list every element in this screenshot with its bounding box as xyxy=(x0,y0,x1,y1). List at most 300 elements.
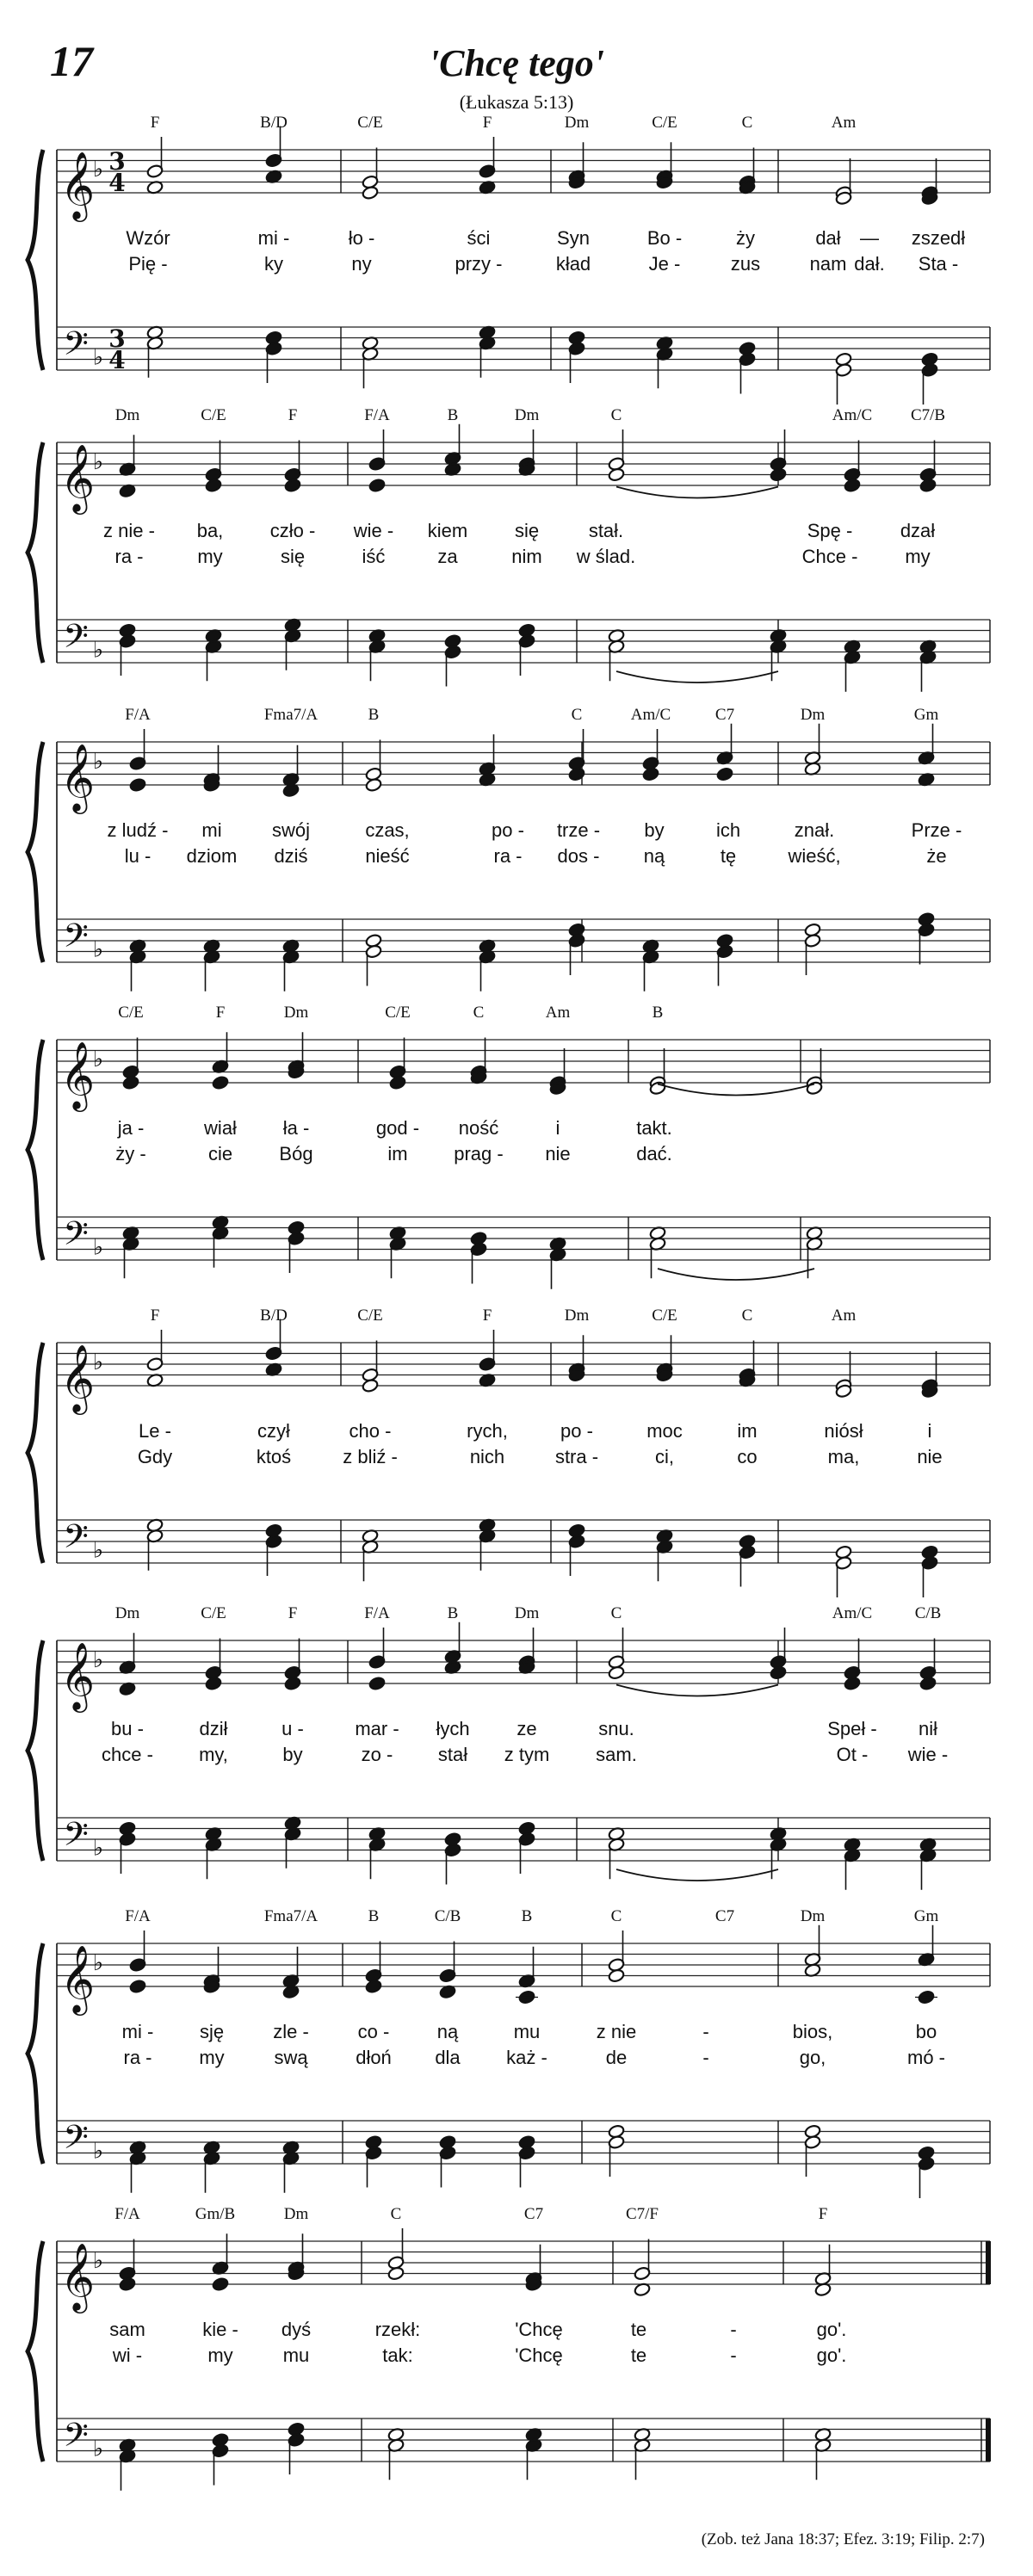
lyric-verse-2: go'. xyxy=(816,2344,847,2366)
chord-symbol: C/E xyxy=(201,1604,226,1622)
lyric-verse-1: z nie - xyxy=(103,520,155,541)
lyric-verse-1: się xyxy=(514,520,540,541)
chord-symbol: Gm xyxy=(913,706,939,724)
key-signature-flat: ♭ xyxy=(92,344,104,371)
lyric-verse-1: z nie xyxy=(596,2021,637,2042)
lyric-verse-1: sję xyxy=(199,2021,225,2042)
lyric-verse-2: Chce - xyxy=(801,546,858,567)
lyric-verse-2: w ślad. xyxy=(576,546,636,567)
lyric-verse-1: ło - xyxy=(348,227,375,249)
chord-symbol: F/A xyxy=(114,2205,140,2223)
lyric-verse-2: ży - xyxy=(115,1143,146,1164)
note-head xyxy=(284,1676,301,1690)
key-signature-flat: ♭ xyxy=(92,1234,104,1261)
lyric-verse-2: wie - xyxy=(907,1744,949,1765)
lyric-verse-2: my, xyxy=(199,1744,228,1765)
lyric-verse-2: z bliź - xyxy=(343,1446,398,1467)
chord-symbol: B xyxy=(368,706,380,724)
lyric-verse-1: ich xyxy=(715,819,741,841)
music-system-1 xyxy=(28,114,990,405)
note-head xyxy=(770,467,787,482)
lyric-verse-2: prag - xyxy=(454,1143,504,1164)
chord-symbol: Dm xyxy=(564,114,590,132)
music-system-2 xyxy=(28,406,990,692)
chord-symbol: Am/C xyxy=(832,1604,873,1622)
note-head xyxy=(365,777,382,792)
lyric-verse-1: kiem xyxy=(427,520,468,541)
key-signature-flat: ♭ xyxy=(92,449,104,475)
lyric-verse-1: ność xyxy=(458,1117,499,1139)
lyric-verse-1: czas, xyxy=(365,819,410,841)
lyric-verse-1: rzekł: xyxy=(374,2319,421,2340)
time-signature-top: 3 xyxy=(108,147,126,176)
chord-symbol: C/E xyxy=(652,114,677,132)
lyric-verse-2: zus xyxy=(730,253,761,275)
note-head xyxy=(770,1665,787,1680)
chord-symbol: Dm xyxy=(283,2205,309,2223)
lyric-verse-1: cho - xyxy=(349,1420,392,1442)
lyric-verse-1: ści xyxy=(467,227,491,249)
note-head xyxy=(568,767,585,781)
note-head xyxy=(389,1075,406,1090)
note-head xyxy=(122,1075,139,1090)
music-system-7 xyxy=(28,1907,990,2198)
chord-symbol: C7/F xyxy=(625,2205,659,2223)
lyric-verse-1: dał xyxy=(815,227,841,249)
chord-symbol: C xyxy=(610,1604,622,1622)
lyric-verse-2: lu - xyxy=(124,845,152,867)
chord-symbol: F xyxy=(482,114,492,132)
chord-symbol: C/E xyxy=(652,1307,677,1325)
lyric-verse-1: Wzór xyxy=(126,227,170,249)
lyric-verse-2: te xyxy=(630,2344,647,2366)
lyric-verse-2: my xyxy=(197,546,223,567)
lyric-verse-1: - xyxy=(730,2319,737,2340)
key-signature-flat: ♭ xyxy=(92,2138,104,2165)
lyric-verse-2: chce - xyxy=(102,1744,153,1765)
chord-symbol: C xyxy=(390,2205,402,2223)
note-head xyxy=(205,1676,222,1690)
chord-symbol: Dm xyxy=(514,406,540,424)
music-system-6 xyxy=(28,1604,990,1890)
lyric-verse-2: ra - xyxy=(493,845,523,867)
lyric-verse-1: go'. xyxy=(816,2319,847,2340)
bass-clef: 𝄢 xyxy=(63,616,89,664)
lyric-verse-1: ja - xyxy=(117,1117,145,1139)
chord-symbol: F/A xyxy=(364,1604,390,1622)
chord-symbol: F xyxy=(482,1307,492,1325)
lyric-verse-1: po - xyxy=(492,819,524,841)
lyric-verse-2: że xyxy=(926,845,947,867)
lyric-verse-2: przy - xyxy=(455,253,503,275)
lyric-verse-1: swój xyxy=(271,819,311,841)
lyric-verse-1: te xyxy=(630,2319,647,2340)
key-signature-flat: ♭ xyxy=(92,936,104,963)
system-brace xyxy=(28,442,43,663)
system-brace xyxy=(28,1343,43,1563)
lyric-verse-1: wiał xyxy=(204,1117,237,1139)
lyric-verse-1: snu. xyxy=(598,1718,634,1739)
lyric-verse-1: bo xyxy=(915,2021,937,2042)
lyric-verse-1: dyś xyxy=(281,2319,312,2340)
lyric-verse-1: u - xyxy=(281,1718,304,1739)
lyric-verse-1: moc xyxy=(646,1420,683,1442)
key-signature-flat: ♭ xyxy=(92,1537,104,1564)
lyric-verse-1: 'Chcę xyxy=(515,2319,563,2340)
chord-symbol: C/E xyxy=(385,1004,411,1022)
music-system-4 xyxy=(28,1004,990,1289)
treble-clef: 𝄞 xyxy=(59,1041,96,1109)
note-head xyxy=(919,478,937,492)
note-head xyxy=(642,767,659,781)
music-system-8 xyxy=(28,2205,991,2491)
bass-clef: 𝄢 xyxy=(63,2117,89,2165)
chord-symbol: Gm xyxy=(913,1907,939,1925)
bass-clef: 𝄢 xyxy=(63,916,89,963)
chord-symbol: Fma7/A xyxy=(263,706,319,724)
lyric-verse-1: i xyxy=(555,1117,560,1139)
lyric-verse-2: ky xyxy=(264,253,283,275)
lyric-verse-2: my xyxy=(199,2047,225,2068)
chord-symbol: F xyxy=(150,1307,160,1325)
lyric-verse-2: Gdy xyxy=(137,1446,173,1467)
lyric-verse-2: wieść, xyxy=(788,845,841,867)
lyric-verse-2: nich xyxy=(469,1446,505,1467)
chord-symbol: C/B xyxy=(434,1907,461,1925)
treble-clef: 𝄞 xyxy=(59,1344,96,1412)
lyric-verse-2: dos - xyxy=(557,845,600,867)
chord-symbol: Dm xyxy=(114,1604,140,1622)
lyric-verse-2: swą xyxy=(274,2047,308,2068)
lyric-verse-1: stał. xyxy=(588,520,624,541)
lyric-verse-2: ci, xyxy=(655,1446,674,1467)
treble-clef: 𝄞 xyxy=(59,444,96,512)
lyric-verse-2: każ - xyxy=(506,2047,547,2068)
chord-symbol: C/E xyxy=(357,1307,383,1325)
note-head xyxy=(608,1968,625,1983)
lyric-verse-1: co - xyxy=(357,2021,390,2042)
lyric-verse-1: im xyxy=(737,1420,758,1442)
lyric-verse-1: ze xyxy=(516,1718,537,1739)
lyric-verse-2: się xyxy=(280,546,306,567)
chord-symbol: C xyxy=(473,1004,485,1022)
bass-clef: 𝄢 xyxy=(63,2415,89,2462)
lyric-verse-2: zo - xyxy=(361,1744,393,1765)
lyric-verse-1: dzał xyxy=(900,520,936,541)
lyric-verse-1: Speł - xyxy=(827,1718,877,1739)
key-signature-flat: ♭ xyxy=(92,1350,104,1375)
lyric-verse-2: wi - xyxy=(112,2344,143,2366)
chord-symbol: B xyxy=(652,1004,664,1022)
system-brace xyxy=(28,1943,43,2164)
note-head xyxy=(608,1665,625,1680)
chord-symbol: B xyxy=(447,406,459,424)
lyric-verse-2: nie xyxy=(545,1143,571,1164)
lyric-verse-2: nieść xyxy=(365,845,410,867)
chord-symbol: F xyxy=(150,114,160,132)
lyric-verse-1: rych, xyxy=(467,1420,508,1442)
lyric-verse-1: niósł xyxy=(824,1420,863,1442)
lyric-verse-2: my xyxy=(905,546,931,567)
lyric-verse-1: kie - xyxy=(202,2319,238,2340)
chord-symbol: Dm xyxy=(564,1307,590,1325)
lyric-verse-2: ktoś xyxy=(256,1446,292,1467)
treble-clef: 𝄞 xyxy=(59,2243,96,2311)
chord-symbol: C7 xyxy=(523,2205,544,2223)
note-head xyxy=(365,1979,382,1993)
lyric-verse-2: stał xyxy=(437,1744,468,1765)
lyric-verse-1: - xyxy=(702,2021,709,2042)
chord-symbol: Am xyxy=(831,114,857,132)
final-barline-thick xyxy=(986,2418,991,2462)
chord-symbol: F/A xyxy=(125,706,151,724)
lyric-verse-2: nam xyxy=(809,253,847,275)
lyric-verse-1: czył xyxy=(257,1420,290,1442)
system-brace xyxy=(28,1640,43,1861)
lyric-verse-1: bios, xyxy=(792,2021,833,2042)
treble-clef: 𝄞 xyxy=(59,1642,96,1710)
bass-clef: 𝄢 xyxy=(63,324,89,371)
key-signature-flat: ♭ xyxy=(92,1950,104,1976)
chord-symbol: B xyxy=(447,1604,459,1622)
key-signature-flat: ♭ xyxy=(92,157,104,182)
lyric-verse-1: ba, xyxy=(196,520,224,541)
chord-symbol: C7 xyxy=(714,706,735,724)
chord-symbol: F xyxy=(215,1004,226,1022)
note-head xyxy=(368,478,386,492)
bass-clef: 𝄢 xyxy=(63,1214,89,1261)
chord-symbol: C xyxy=(610,1907,622,1925)
lyric-verse-1: dził xyxy=(199,1718,228,1739)
lyric-verse-2: stra - xyxy=(554,1446,599,1467)
system-brace xyxy=(28,742,43,962)
chord-symbol: Am xyxy=(545,1004,571,1022)
lyric-verse-2: kład xyxy=(555,253,591,275)
chord-symbol: B/D xyxy=(260,114,288,132)
treble-clef: 𝄞 xyxy=(59,151,96,219)
tie xyxy=(616,1869,778,1881)
lyric-verse-2: Sta - xyxy=(918,253,959,275)
note-head xyxy=(129,1979,146,1993)
hymn-number: 17 xyxy=(50,37,93,85)
key-signature-flat: ♭ xyxy=(92,637,104,664)
lyric-verse-2: dłoń xyxy=(356,2047,392,2068)
lyric-verse-1: ną xyxy=(436,2021,459,2042)
lyric-verse-1: by xyxy=(644,819,665,841)
lyric-verse-2: ny xyxy=(351,253,372,275)
key-signature-flat: ♭ xyxy=(92,2248,104,2274)
lyric-verse-2: Ot - xyxy=(836,1744,869,1765)
chord-symbol: F/A xyxy=(364,406,390,424)
time-signature-bottom: 4 xyxy=(108,346,126,374)
lyric-verse-1: wie - xyxy=(353,520,394,541)
lyric-verse-1: po - xyxy=(560,1420,593,1442)
note-head xyxy=(205,478,222,492)
lyric-verse-1: zle - xyxy=(273,2021,309,2042)
music-system-5 xyxy=(28,1307,990,1597)
chord-symbol: Am/C xyxy=(630,706,671,724)
lyric-verse-1: mi - xyxy=(257,227,290,249)
chord-symbol: F xyxy=(288,1604,298,1622)
lyric-verse-1: mu xyxy=(513,2021,541,2042)
lyric-verse-1: zszedł xyxy=(911,227,966,249)
note-head xyxy=(362,185,379,200)
scripture-footnote: (Zob. też Jana 18:37; Efez. 3:19; Filip. 2:7) xyxy=(701,2530,985,2548)
key-signature-flat: ♭ xyxy=(92,1647,104,1673)
chord-symbol: F xyxy=(818,2205,828,2223)
lyric-verse-2: za xyxy=(437,546,458,567)
lyric-verse-1: znał. xyxy=(794,819,835,841)
final-barline-thick xyxy=(986,2241,991,2284)
lyric-verse-1: Spę - xyxy=(807,520,853,541)
chord-symbol: C xyxy=(741,1307,753,1325)
chord-symbol: Gm/B xyxy=(195,2205,236,2223)
lyric-verse-2: Pię - xyxy=(128,253,168,275)
chord-symbol: C xyxy=(741,114,753,132)
chord-symbol: C/E xyxy=(118,1004,144,1022)
chord-symbol: Dm xyxy=(514,1604,540,1622)
lyric-verse-1: Syn xyxy=(557,227,590,249)
chord-symbol: C xyxy=(610,406,622,424)
note-head xyxy=(387,2266,405,2281)
lyric-verse-2: mó - xyxy=(907,2047,945,2068)
lyric-verse-2: Bóg xyxy=(279,1143,313,1164)
system-brace xyxy=(28,2241,43,2462)
lyric-verse-2: iść xyxy=(362,546,386,567)
chord-symbol: C/E xyxy=(357,114,383,132)
system-brace xyxy=(28,150,43,370)
scripture-reference: (Łukasza 5:13) xyxy=(459,91,574,113)
lyric-verse-2: Je - xyxy=(648,253,681,275)
key-signature-flat: ♭ xyxy=(92,2436,104,2462)
chord-symbol: C xyxy=(571,706,583,724)
chord-symbol: F/A xyxy=(125,1907,151,1925)
music-system-3 xyxy=(28,706,990,991)
lyric-verse-1: takt. xyxy=(636,1117,672,1139)
note-head xyxy=(212,2276,229,2291)
note-head xyxy=(212,1075,229,1090)
chord-symbol: B xyxy=(521,1907,533,1925)
lyric-verse-2: ma, xyxy=(827,1446,860,1467)
treble-clef: 𝄞 xyxy=(59,744,96,812)
note-head xyxy=(362,1378,379,1393)
bass-clef: 𝄢 xyxy=(63,1814,89,1862)
chord-symbol: C7 xyxy=(714,1907,735,1925)
chord-symbol: Fma7/A xyxy=(263,1907,319,1925)
chord-symbol: Dm xyxy=(114,406,140,424)
lyric-verse-1: god - xyxy=(375,1117,420,1139)
chord-symbol: C7/B xyxy=(910,406,946,424)
note-head xyxy=(284,478,301,492)
key-signature-flat: ♭ xyxy=(92,1047,104,1072)
lyric-verse-2: 'Chcę xyxy=(515,2344,563,2366)
lyric-verse-1: mar - xyxy=(355,1718,399,1739)
lyric-verse-2: - xyxy=(730,2344,737,2366)
lyric-verse-1: Bo - xyxy=(646,227,683,249)
note-head xyxy=(608,467,625,482)
lyric-verse-2: ra - xyxy=(114,546,144,567)
lyric-verse-1: Le - xyxy=(139,1420,171,1442)
system-brace xyxy=(28,1040,43,1260)
chord-symbol: Am xyxy=(831,1307,857,1325)
tie xyxy=(658,1269,814,1280)
lyric-verse-1: nił xyxy=(918,1718,938,1739)
chord-symbol: Am/C xyxy=(832,406,873,424)
bass-clef: 𝄢 xyxy=(63,1517,89,1564)
key-signature-flat: ♭ xyxy=(92,1835,104,1862)
lyric-verse-1: ła - xyxy=(282,1117,310,1139)
lyric-verse-1: Prze - xyxy=(911,819,962,841)
lyric-verse-2: cie xyxy=(207,1143,233,1164)
treble-clef: 𝄞 xyxy=(59,1945,96,2013)
lyric-verse-1: ży xyxy=(736,227,755,249)
lyric-verse-1: mi - xyxy=(121,2021,154,2042)
chord-symbol: C/B xyxy=(914,1604,942,1622)
lyric-verse-1: i xyxy=(927,1420,932,1442)
note-head xyxy=(129,777,146,792)
chord-symbol: Dm xyxy=(800,1907,826,1925)
tie xyxy=(658,1084,814,1096)
tie xyxy=(616,1685,778,1696)
lyric-verse-1: trze - xyxy=(556,819,601,841)
lyric-verse-1: — xyxy=(860,227,879,249)
lyric-verse-2: ną xyxy=(643,845,665,867)
lyric-verse-2: dać. xyxy=(636,1143,672,1164)
lyric-verse-2: - xyxy=(702,2047,709,2068)
lyric-verse-2: mu xyxy=(282,2344,310,2366)
chord-symbol: F xyxy=(288,406,298,424)
lyric-verse-2: dziom xyxy=(186,845,238,867)
chord-symbol: C/E xyxy=(201,406,226,424)
lyric-verse-2: tę xyxy=(720,845,737,867)
lyric-verse-2: de xyxy=(605,2047,628,2068)
lyric-verse-2: my xyxy=(207,2344,233,2366)
note-head xyxy=(844,478,861,492)
key-signature-flat: ♭ xyxy=(92,749,104,775)
lyric-verse-2: co xyxy=(737,1446,758,1467)
lyric-verse-2: dla xyxy=(435,2047,461,2068)
note-head xyxy=(119,2276,136,2291)
chord-symbol: Dm xyxy=(283,1004,309,1022)
chord-symbol: B/D xyxy=(260,1307,288,1325)
lyric-verse-2: z tym xyxy=(504,1744,550,1765)
note-head xyxy=(368,1676,386,1690)
lyric-verse-2: ra - xyxy=(123,2047,152,2068)
lyric-verse-2: dał. xyxy=(854,253,885,275)
lyric-verse-2: nie xyxy=(917,1446,943,1467)
lyric-verse-2: by xyxy=(282,1744,303,1765)
chord-symbol: Dm xyxy=(800,706,826,724)
lyric-verse-1: czło - xyxy=(269,520,316,541)
time-signature-bottom: 4 xyxy=(108,169,126,197)
note-head xyxy=(716,767,733,781)
lyric-verse-2: sam. xyxy=(596,1744,637,1765)
lyric-verse-2: go, xyxy=(799,2047,826,2068)
tie xyxy=(616,487,778,498)
chord-symbol: B xyxy=(368,1907,380,1925)
lyric-verse-1: łych xyxy=(436,1718,470,1739)
tie xyxy=(616,671,778,683)
lyric-verse-1: sam xyxy=(109,2319,145,2340)
lyric-verse-2: dziś xyxy=(274,845,308,867)
lyric-verse-1: z ludź - xyxy=(107,819,169,841)
lyric-verse-2: tak: xyxy=(382,2344,413,2366)
note-head xyxy=(844,1676,861,1690)
note-head xyxy=(919,1676,937,1690)
lyric-verse-1: bu - xyxy=(111,1718,144,1739)
hymn-title: 'Chcę tego' xyxy=(428,42,605,84)
lyric-verse-2: im xyxy=(387,1143,408,1164)
